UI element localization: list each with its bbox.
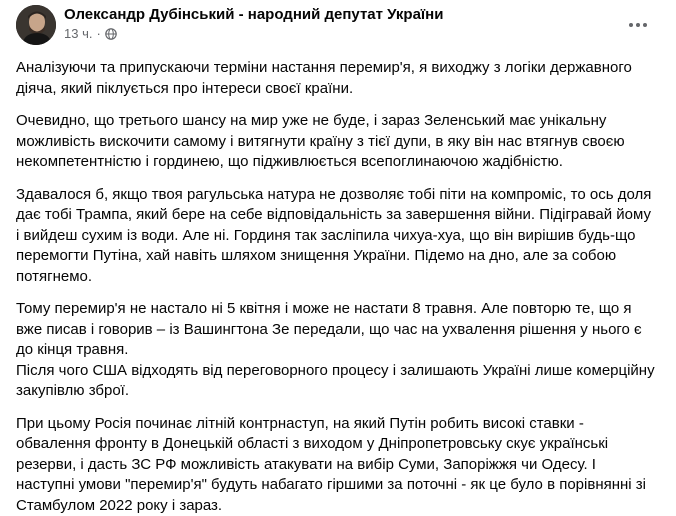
more-options-icon bbox=[628, 15, 648, 33]
post-paragraph: Після чого США відходять від переговорного процесу і залишають Україні лише комерційну закупівлю зброї. bbox=[16, 361, 656, 402]
post-paragraph: Очевидно, що третього шансу на мир уже не буде, і зараз Зеленський має унікальну можливість вискочити самому і витягнути країну з тієї дупи, в яку він нас втягнув своєю некомпетентністю і гординею, що підживлюється всепоглинаючою жадібністю. bbox=[16, 111, 656, 173]
author-name[interactable]: Олександр Дубінський - народний депутат України bbox=[64, 5, 443, 24]
globe-icon[interactable] bbox=[105, 28, 117, 40]
post-time[interactable]: 13 ч. bbox=[64, 26, 92, 42]
meta-separator: · bbox=[96, 26, 100, 42]
post-body bbox=[16, 58, 656, 516]
avatar[interactable] bbox=[16, 5, 56, 45]
post-paragraph: Тому перемир'я не настало ні 5 квітня і може не настати 8 травня. Але повторю те, що я вже писав і говорив – із Вашингтона Зе передали, що час на ухвалення рішення у нього є до кінця травня. bbox=[16, 299, 656, 361]
post-paragraph: При цьому Росія починає літній контрнаступ, на який Путін робить високі ставки - обвалення фронту в Донецькій області з виходом у Дніпропетровську скує українські резерви, і дасть ЗС РФ можливість атакувати на вибір Суми, Запоріжжя чи Одесу. І наступні умови "перемир'я" будуть набагато гіршими за поточні - як це було в порівнянні зі Стамбулом 2022 року і зараз. bbox=[16, 414, 656, 516]
post-paragraph: Аналізуючи та припускаючи терміни настання перемир'я, я виходжу з логіки державного діяча, який піклується про інтереси своєї країни. bbox=[16, 58, 656, 99]
post-header bbox=[16, 0, 660, 58]
post-meta bbox=[64, 26, 117, 42]
more-options-button[interactable] bbox=[620, 6, 656, 42]
post-paragraph: Здавалося б, якщо твоя рагульська натура не дозволяє тобі піти на компроміс, то ось доля дає тобі Трампа, який бере на себе відповідальність за завершення війни. Підігравай йому і вийдеш сухим із води. Але ні. Гординя так засліпила чихуа-хуа, що він вирішив будь-що перемогти Путіна, хай навіть шляхом знищення України. Підемо на дно, але за собою потягнемо. bbox=[16, 185, 656, 288]
